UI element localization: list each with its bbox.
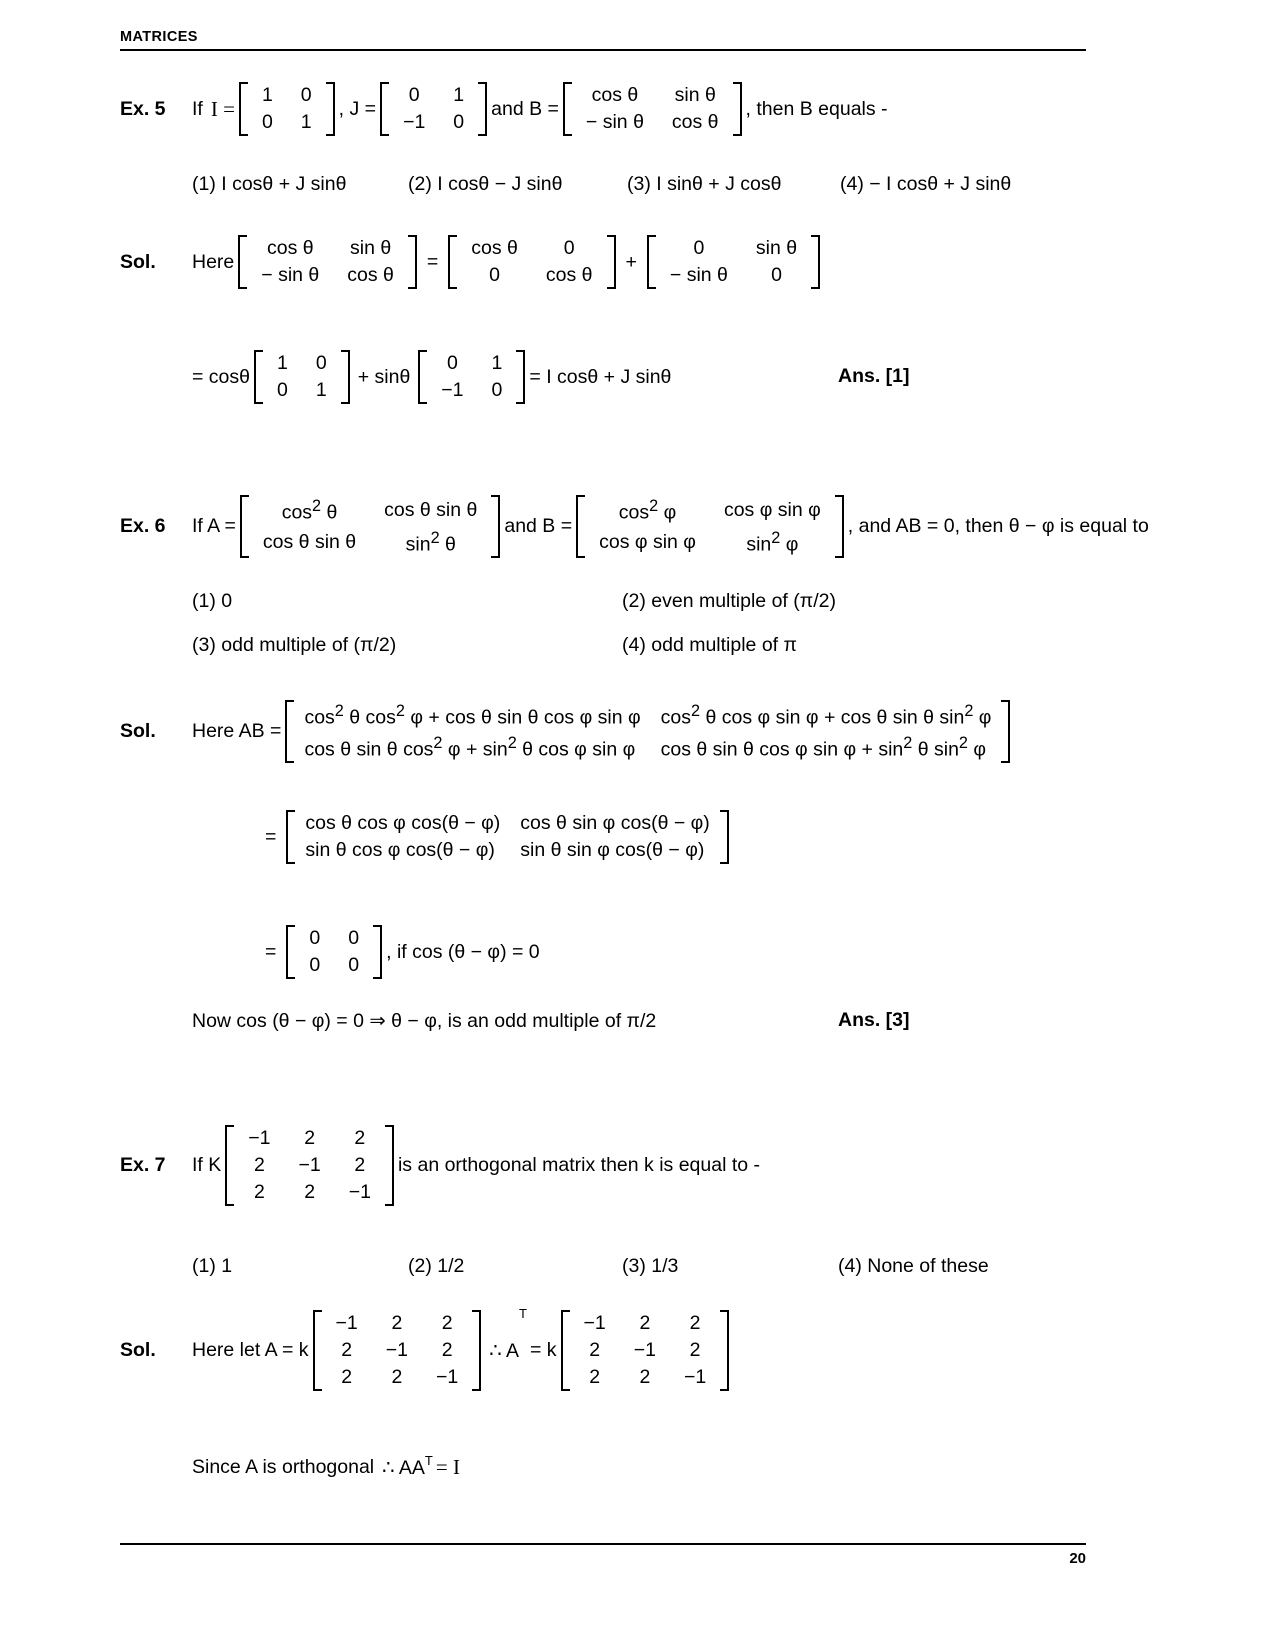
- matrix-cell: cos φ sin φ: [723, 499, 821, 522]
- matrix-cell: cos θ: [347, 264, 394, 286]
- matrix-cell: cos θ: [591, 84, 639, 106]
- matrix-cell: 2: [304, 1181, 316, 1203]
- matrix-cell: 2: [689, 1312, 701, 1334]
- matrix-cell: −1: [348, 1181, 371, 1203]
- example-5-J-label: , J =: [338, 97, 377, 120]
- matrix-A-ex7: [313, 1310, 482, 1391]
- matrix-cell: − sin θ: [585, 111, 644, 133]
- matrix-cell: cos θ sin θ: [262, 530, 357, 553]
- matrix-cell: 1: [300, 111, 312, 133]
- cos-theta-factor: = cosθ: [192, 365, 250, 388]
- matrix-cell: 0: [315, 352, 327, 374]
- matrix-cell: sin θ: [755, 237, 798, 259]
- therefore-aat: ∴ AA: [382, 1456, 425, 1479]
- matrix-cell: $\sin^2 \theta$: [405, 528, 456, 555]
- matrix-identity: [254, 350, 350, 404]
- matrix-cell: 0: [261, 111, 273, 133]
- example-6-solution-line-3: [265, 925, 540, 979]
- example-6-conclusion: Now cos (θ − φ) = 0 ⇒ θ − φ, is an odd multiple of π/2: [192, 1010, 657, 1032]
- matrix-cell: 2: [391, 1312, 403, 1334]
- matrix-B-copy: [238, 235, 417, 289]
- transpose-superscript: T: [424, 1453, 433, 1468]
- matrix-cell: −1: [583, 1312, 606, 1334]
- solution-tag: Sol.: [120, 720, 156, 742]
- equals-sign: =: [426, 250, 439, 273]
- matrix-cell: sin θ: [674, 84, 716, 106]
- matrix-cell: 2: [441, 1312, 453, 1334]
- here-ab-label: Here AB =: [192, 720, 282, 742]
- matrix-cell: 2: [589, 1339, 601, 1361]
- matrix-cell: −1: [248, 1127, 271, 1149]
- matrix-cell: 2: [354, 1127, 366, 1149]
- orthogonal-statement: Since A is orthogonal: [192, 1456, 375, 1478]
- matrix-cell: 2: [639, 1366, 651, 1388]
- matrix-cell: $\cos^2 \theta$ $\cos^2 \varphi + \cos \theta$ sin θ cos φ sin φ: [304, 702, 641, 729]
- matrix-cell: 0: [348, 927, 360, 949]
- example-5-I-label: I =: [210, 96, 235, 121]
- matrix-cell: 0: [489, 264, 501, 286]
- example-6-question: [120, 495, 1149, 558]
- matrix-cell: 1: [453, 84, 465, 106]
- matrix-AB-product: [285, 700, 1010, 763]
- example-7-question: [120, 1125, 760, 1206]
- matrix-cell: −1: [385, 1339, 408, 1361]
- matrix-cell: $\sin^2 \varphi$: [746, 528, 799, 555]
- matrix-cell: sin θ sin φ cos(θ − φ): [520, 839, 705, 861]
- solution-tag: Sol.: [120, 1339, 156, 1361]
- page-footer: [120, 1543, 1086, 1567]
- matrix-AB-simplified: [286, 810, 728, 864]
- page-number: 20: [1069, 1550, 1086, 1567]
- example-6-option-4[interactable]: (4) odd multiple of π: [622, 634, 797, 656]
- matrix-B: [563, 82, 742, 136]
- matrix-cell: $\cos^2 \varphi$: [618, 497, 677, 524]
- example-5-option-4[interactable]: (4) − I cosθ + J sinθ: [840, 173, 1012, 195]
- matrix-cell: 0: [693, 237, 705, 259]
- example-5-stem-pre: If: [192, 97, 203, 120]
- matrix-cell: cos θ: [545, 264, 593, 286]
- matrix-cell: −1: [683, 1366, 707, 1388]
- matrix-cell: 0: [309, 927, 321, 949]
- matrix-cell: 0: [348, 954, 360, 976]
- example-5-option-2[interactable]: (2) I cosθ − J sinθ: [408, 173, 563, 195]
- matrix-cell: 2: [589, 1366, 601, 1388]
- transpose-label: ∴ A: [489, 1339, 519, 1362]
- equals-sign: =: [265, 940, 277, 963]
- example-5-solution-line-2: [192, 350, 671, 404]
- matrix-cell: 2: [304, 1127, 316, 1149]
- matrix-cell: 0: [277, 379, 288, 401]
- example-6-stem-post: , and AB = 0, then θ − φ is equal to: [847, 515, 1149, 537]
- example-7-solution-line-2: [192, 1455, 460, 1480]
- example-7-option-2[interactable]: (2) 1/2: [408, 1255, 465, 1277]
- matrix-cell: 1: [261, 84, 273, 106]
- matrix-cell: 2: [689, 1339, 701, 1361]
- matrix-cell: cos θ sin θ: [384, 499, 478, 522]
- example-6-option-2[interactable]: (2) even multiple of (π/2): [622, 590, 836, 612]
- example-7-stem-post: is an orthogonal matrix then k is equal to -: [397, 1154, 760, 1176]
- matrix-cell: sin θ: [349, 237, 392, 259]
- matrix-cell: cos θ: [266, 237, 314, 259]
- example-5-result: = I cosθ + J sinθ: [529, 365, 672, 388]
- example-5-question: [120, 82, 888, 136]
- matrix-cell: 0: [771, 264, 782, 286]
- example-7-option-1[interactable]: (1) 1: [192, 1255, 233, 1277]
- zero-condition: , if cos (θ − φ) = 0: [386, 940, 540, 963]
- example-5-tag: Ex. 5: [120, 97, 166, 120]
- matrix-A-transpose: [561, 1310, 730, 1391]
- matrix-cell: − sin θ: [669, 264, 728, 286]
- transpose-equals-k: = k: [529, 1339, 557, 1361]
- matrix-I: [239, 82, 335, 136]
- matrix-cell: 2: [341, 1366, 353, 1388]
- example-6-stem-pre: If A =: [192, 515, 236, 537]
- page-header: [120, 30, 1086, 51]
- example-7-stem-pre: If K: [192, 1154, 222, 1176]
- equals-identity: = I: [435, 1455, 460, 1479]
- matrix-cell: cos θ cos φ cos(θ − φ): [305, 812, 501, 834]
- matrix-J: [380, 82, 487, 136]
- matrix-cell: cos φ sin φ: [599, 530, 696, 553]
- matrix-cell: 0: [446, 352, 458, 374]
- example-5-answer: Ans. [1]: [838, 365, 910, 387]
- matrix-cell: 2: [354, 1154, 366, 1176]
- matrix-cell: 1: [315, 379, 327, 401]
- solution-here-label: Here: [192, 250, 235, 273]
- matrix-cell: −1: [441, 379, 464, 401]
- matrix-cell: −1: [436, 1366, 459, 1388]
- example-5-option-3[interactable]: (3) I sinθ + J cosθ: [627, 173, 782, 195]
- matrix-cell: cos θ: [671, 111, 719, 133]
- matrix-cell: 0: [408, 84, 420, 106]
- example-6-option-1[interactable]: (1) 0: [192, 590, 233, 612]
- equals-sign: =: [265, 825, 277, 848]
- matrix-cell: 2: [341, 1339, 353, 1361]
- example-6-solution-line-2: [265, 810, 733, 864]
- example-6-answer: Ans. [3]: [838, 1009, 910, 1031]
- matrix-cell: 1: [277, 352, 288, 374]
- matrix-cell: 2: [391, 1366, 403, 1388]
- matrix-zero: [286, 925, 382, 979]
- matrix-cell: 2: [253, 1154, 265, 1176]
- matrix-cell: cos θ: [471, 237, 518, 259]
- matrix-cell: 0: [309, 954, 321, 976]
- header-divider: [120, 49, 1086, 51]
- matrix-cell: sin θ cos φ cos(θ − φ): [305, 839, 495, 861]
- example-5-stem-post: , then B equals -: [745, 97, 888, 120]
- matrix-cell: − sin θ: [261, 264, 320, 286]
- example-6-stem-mid: and B =: [504, 515, 573, 537]
- example-7-tag: Ex. 7: [120, 1154, 166, 1176]
- matrix-cell: 2: [639, 1312, 651, 1334]
- matrix-B-phi: [576, 495, 844, 558]
- matrix-cell: 0: [300, 84, 312, 106]
- matrix-diag-cos: [448, 235, 615, 289]
- example-5-option-1[interactable]: (1) I cosθ + J sinθ: [192, 173, 347, 195]
- transpose-superscript: T: [519, 1306, 527, 1321]
- plus-sign: +: [625, 250, 637, 273]
- example-5-B-label: and B =: [491, 97, 559, 120]
- matrix-cell: cos θ sin θ cos φ $\sin \varphi + \sin^2 \theta$ $\sin^2 \varphi$: [660, 733, 987, 760]
- matrix-cell: $\cos^2 \theta$: [281, 497, 338, 524]
- solution-tag: Sol.: [120, 250, 156, 273]
- matrix-cell: 1: [491, 352, 503, 374]
- matrix-cell: 0: [453, 111, 465, 133]
- example-6-tag: Ex. 6: [120, 515, 166, 537]
- matrix-antidiag-sin: [647, 235, 820, 289]
- matrix-J-copy: [418, 350, 525, 404]
- example-6-option-3[interactable]: (3) odd multiple of (π/2): [192, 634, 397, 656]
- matrix-cell: cos θ sin φ cos(θ − φ): [520, 812, 710, 834]
- example-7-option-4[interactable]: (4) None of these: [838, 1255, 989, 1277]
- matrix-cell: −1: [335, 1312, 358, 1334]
- matrix-cell: −1: [403, 111, 426, 133]
- matrix-cell: 0: [491, 379, 503, 401]
- sin-theta-factor: + sinθ: [357, 365, 411, 388]
- header-title: MATRICES: [120, 29, 198, 45]
- matrix-cell: cos θ sin θ $\cos^2 \varphi + \sin^2 \theta$ cos φ sin φ: [304, 733, 636, 760]
- matrix-A: [240, 495, 500, 558]
- matrix-cell: $\cos^2 \theta$ cos φ sin φ + cos θ sin θ $\sin^2 \varphi$: [660, 702, 992, 729]
- example-7-option-3[interactable]: (3) 1/3: [622, 1255, 679, 1277]
- matrix-cell: −1: [633, 1339, 656, 1361]
- example-6-solution-line-1: [120, 700, 1014, 763]
- here-let-a-label: Here let A = k: [192, 1339, 309, 1361]
- matrix-cell: −1: [298, 1154, 321, 1176]
- matrix-cell: 2: [441, 1339, 453, 1361]
- example-5-solution-line-1: [120, 235, 824, 289]
- matrix-K: [225, 1125, 394, 1206]
- matrix-cell: 2: [253, 1181, 265, 1203]
- example-7-solution-line-1: [120, 1306, 733, 1391]
- matrix-cell: 0: [563, 237, 575, 259]
